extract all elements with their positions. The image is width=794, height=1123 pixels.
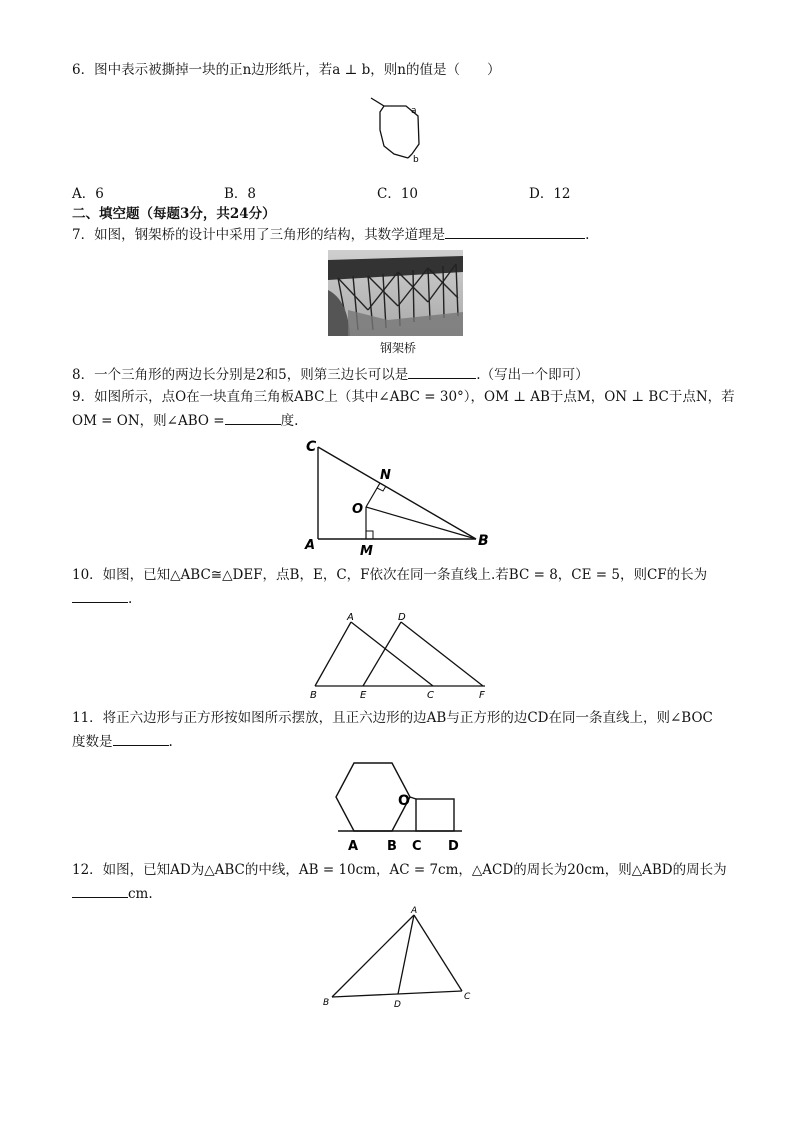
q9-label-o: O (352, 502, 364, 517)
q10-figure (305, 610, 495, 700)
q6-figure (366, 96, 426, 168)
q11-line1: 11．将正六边形与正方形按如图所示摆放，且正六边形的边AB与正方形的边CD在同一条直线上，则∠BOC (72, 710, 713, 726)
q9-line1: 9．如图所示，点O在一块直角三角板ABC上（其中∠ABC = 30°），OM ⊥ AB于点M，ON ⊥ BC于点N，若 (72, 389, 735, 405)
q6-text: 6．图中表示被撕掉一块的正n边形纸片，若a ⊥ b，则n的值是（ ） (72, 62, 501, 78)
q11-label-o: O (398, 793, 410, 809)
q10-label-d: D (398, 612, 406, 623)
q8-end: .（写出一个即可） (476, 367, 589, 383)
q9-figure (300, 433, 500, 558)
q12-label-a: A (411, 906, 418, 916)
q12-label-d: D (394, 1000, 401, 1010)
q9-label-m: M (360, 544, 373, 558)
q11-label-d: D (448, 839, 459, 854)
q6-option-a: A．6 (72, 186, 104, 202)
q12-line2 (72, 883, 153, 904)
q6-label-b: b (413, 155, 419, 165)
q11-text: 度数是 (72, 734, 113, 750)
q9-text: OM = ON，则∠ABO = (72, 413, 225, 429)
q10-end: . (128, 591, 133, 607)
q7-blank (445, 224, 585, 239)
q11-label-c: C (412, 839, 422, 854)
section-title: 二、填空题（每题3分，共24分） (72, 206, 276, 222)
q11-line2 (72, 731, 173, 752)
q11-label-b: B (387, 839, 397, 854)
q7-line (72, 224, 589, 245)
q11-figure (320, 755, 470, 855)
q8-line (72, 364, 589, 385)
bridge-caption: 钢架桥 (380, 341, 417, 355)
q6-option-c: C．10 (377, 186, 419, 202)
q10-blank (72, 588, 128, 603)
q6-label-a: a (411, 106, 417, 116)
q12-line1: 12．如图，已知AD为△ABC的中线，AB = 10cm，AC = 7cm，△ACD的周长为20cm，则△ABD的周长为 (72, 862, 727, 878)
q6-option-d: D．12 (529, 186, 571, 202)
q10-label-a: A (347, 612, 354, 623)
q10-line1: 10．如图，已知△ABC≅△DEF，点B，E，C，F依次在同一条直线上.若BC = 8，CE = 5，则CF的长为 (72, 567, 708, 583)
q9-label-c: C (306, 439, 317, 455)
q10-label-c: C (427, 690, 434, 700)
q7-text: 7．如图，钢架桥的设计中采用了三角形的结构，其数学道理是 (72, 227, 446, 243)
q9-line2 (72, 410, 298, 431)
q10-line2 (72, 588, 132, 609)
q10-label-f: F (479, 690, 485, 700)
q11-blank (113, 731, 169, 746)
q12-figure (318, 903, 478, 1013)
q11-end: . (168, 734, 173, 750)
q6-option-b: B．8 (224, 186, 257, 202)
q12-end: cm. (128, 886, 153, 902)
q9-blank (225, 410, 281, 425)
q9-label-b: B (478, 533, 489, 549)
q8-blank (408, 364, 476, 379)
q10-label-e: E (360, 690, 367, 700)
q10-label-b: B (310, 690, 317, 700)
bridge-photo (328, 250, 463, 356)
q11-label-a: A (348, 839, 359, 854)
q12-label-c: C (464, 992, 471, 1002)
q9-end: 度. (280, 413, 299, 429)
q7-end: . (585, 227, 590, 243)
q12-label-b: B (323, 998, 330, 1008)
q9-label-n: N (380, 468, 391, 483)
q12-blank (72, 883, 128, 898)
q8-text: 8．一个三角形的两边长分别是2和5，则第三边长可以是 (72, 367, 409, 383)
q9-label-a: A (305, 538, 316, 553)
